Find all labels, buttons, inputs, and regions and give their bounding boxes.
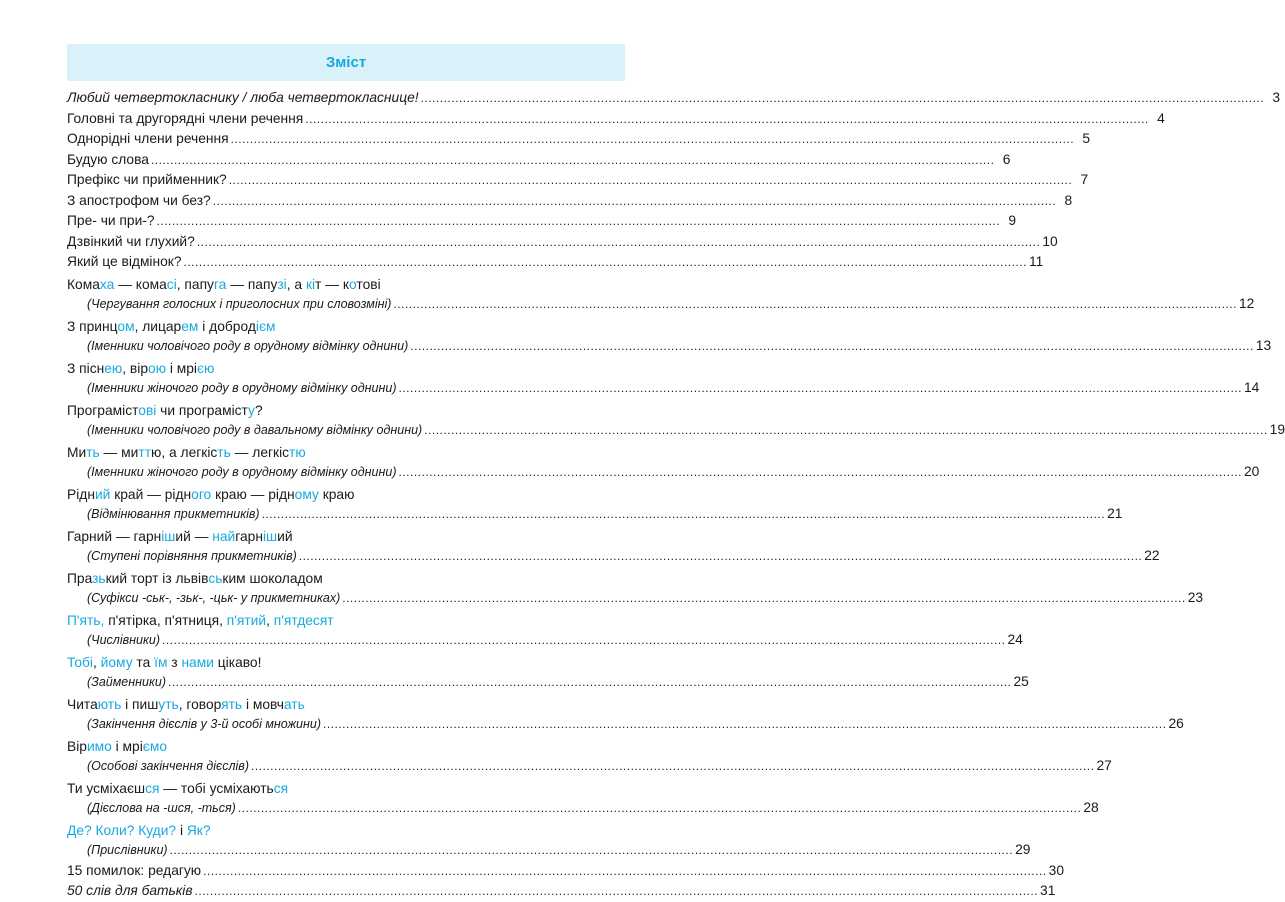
toc-entry[interactable] bbox=[67, 359, 1260, 399]
toc-entry[interactable] bbox=[67, 275, 1255, 315]
title-text: Рідн bbox=[67, 486, 95, 502]
title-text: Префікс чи прийменник? bbox=[67, 172, 227, 187]
title-text: і мовч bbox=[242, 696, 284, 712]
toc-entry[interactable] bbox=[67, 150, 1011, 171]
highlighted-morpheme: ть bbox=[217, 444, 231, 460]
highlighted-morpheme: тю bbox=[289, 444, 306, 460]
page-number: 8 bbox=[1064, 192, 1073, 208]
title-text: ий bbox=[277, 528, 293, 544]
page-number: 28 bbox=[1083, 800, 1099, 815]
dot-leader: ............................................................................................................................................................................................................................ bbox=[183, 255, 1027, 269]
entry-title bbox=[67, 88, 419, 108]
dot-leader: ............................................................................................................................................................................................................................ bbox=[398, 465, 1242, 479]
page-number: 3 bbox=[1272, 90, 1281, 105]
highlighted-morpheme: ють bbox=[97, 696, 122, 712]
dot-leader: ............................................................................................................................................................................................................................ bbox=[237, 801, 1082, 815]
entry-subtitle: (Чергування голосних і приголосних при словозміні) bbox=[87, 297, 392, 311]
title-text: , лицар bbox=[134, 318, 182, 334]
title-text: , говор bbox=[178, 696, 222, 712]
dot-leader: ............................................................................................................................................................................................................................ bbox=[420, 91, 1265, 105]
title-text: З апострофом чи без? bbox=[67, 192, 211, 208]
dot-leader: ............................................................................................................................................................................................................................ bbox=[342, 591, 1186, 605]
title-text: і мрі bbox=[111, 738, 143, 754]
entry-subtitle: (Особові закінчення дієслів) bbox=[87, 759, 249, 773]
highlighted-morpheme: сь bbox=[208, 570, 223, 586]
toc-entry[interactable] bbox=[67, 569, 1204, 609]
highlighted-morpheme: сі bbox=[166, 276, 177, 292]
dot-leader: ............................................................................................................................................................................................................................ bbox=[424, 423, 1268, 437]
toc-entry[interactable] bbox=[67, 317, 1272, 357]
highlighted-morpheme: у bbox=[248, 402, 255, 418]
entry-title bbox=[67, 275, 381, 295]
page-number: 26 bbox=[1168, 716, 1184, 731]
title-text: — кома bbox=[114, 276, 167, 292]
toc-entry[interactable] bbox=[67, 443, 1260, 483]
title-text: Пре- чи при-? bbox=[67, 213, 155, 228]
toc-entry[interactable] bbox=[67, 109, 1165, 130]
entry-subtitle: (Іменники чоловічого роду в давальному відмінку однини) bbox=[87, 423, 423, 437]
highlighted-morpheme: Тобі bbox=[67, 654, 93, 670]
highlighted-morpheme: тт bbox=[138, 444, 152, 460]
title-text: Вір bbox=[67, 738, 87, 754]
title-text: ий — bbox=[175, 528, 213, 544]
page-number: 7 bbox=[1080, 172, 1089, 187]
highlighted-morpheme: най bbox=[212, 528, 236, 544]
dot-leader: ............................................................................................................................................................................................................................ bbox=[168, 675, 1012, 689]
title-text: ? bbox=[254, 402, 263, 418]
highlighted-morpheme: ть bbox=[86, 444, 100, 460]
title-text: 50 слів для батьків bbox=[67, 883, 193, 898]
highlighted-morpheme: ать bbox=[283, 696, 305, 712]
highlighted-morpheme: нами bbox=[181, 654, 214, 670]
title-text: ким шоколадом bbox=[222, 570, 323, 586]
toc-entry[interactable] bbox=[67, 485, 1123, 525]
page-number: 25 bbox=[1013, 674, 1029, 689]
highlighted-morpheme: зі bbox=[277, 276, 287, 292]
page-number: 11 bbox=[1028, 254, 1044, 269]
entry-title bbox=[67, 359, 214, 379]
title-text: , папу bbox=[176, 276, 214, 292]
title-text: краю bbox=[318, 486, 355, 502]
entry-title bbox=[67, 737, 167, 757]
dot-leader: ............................................................................................................................................................................................................................ bbox=[169, 843, 1014, 857]
toc-entry[interactable] bbox=[67, 779, 1099, 819]
entry-title bbox=[67, 252, 182, 272]
title-text: Ми bbox=[67, 444, 87, 460]
title-text: чи програміст bbox=[156, 402, 249, 418]
entry-subtitle: (Займенники) bbox=[87, 675, 166, 689]
entry-title bbox=[67, 527, 293, 547]
highlighted-morpheme: ієм bbox=[255, 318, 276, 334]
title-text: З принц bbox=[67, 318, 118, 334]
toc-entry[interactable] bbox=[67, 232, 1058, 253]
title-text: краю — рідн bbox=[211, 486, 295, 502]
toc-entry[interactable] bbox=[67, 653, 1029, 693]
entry-subtitle: (Ступені порівняння прикметників) bbox=[87, 549, 297, 563]
highlighted-morpheme: о bbox=[349, 276, 357, 292]
title-text: 15 помилок: редагую bbox=[67, 862, 202, 878]
entry-title bbox=[67, 611, 334, 631]
dot-leader: ............................................................................................................................................................................................................................ bbox=[228, 173, 1073, 187]
dot-leader: ............................................................................................................................................................................................................................ bbox=[161, 633, 1006, 647]
title-text: і мрі bbox=[166, 360, 198, 376]
toc-entry[interactable] bbox=[67, 211, 1017, 232]
toc-entry[interactable] bbox=[67, 88, 1281, 109]
page-number: 14 bbox=[1243, 380, 1260, 395]
dot-leader: ............................................................................................................................................................................................................................ bbox=[194, 884, 1039, 898]
dot-leader: ............................................................................................................................................................................................................................ bbox=[150, 152, 995, 167]
toc-entry[interactable] bbox=[67, 191, 1073, 212]
entry-title bbox=[67, 881, 193, 901]
entry-subtitle: (Прислівники) bbox=[87, 843, 168, 857]
title-text: — тобі усміхають bbox=[159, 780, 274, 796]
highlighted-morpheme: ого bbox=[191, 486, 212, 502]
highlighted-morpheme: кі bbox=[305, 276, 316, 292]
toc-entry[interactable] bbox=[67, 401, 1285, 441]
page-number: 9 bbox=[1008, 213, 1017, 228]
highlighted-morpheme: Як? bbox=[186, 822, 211, 838]
toc-entry[interactable] bbox=[67, 129, 1091, 150]
entry-title bbox=[67, 821, 211, 841]
title-text: Головні та другорядні члени речення bbox=[67, 110, 304, 126]
entry-title bbox=[67, 401, 263, 421]
title-text: цікаво! bbox=[213, 654, 262, 670]
entry-title bbox=[67, 170, 227, 190]
entry-title bbox=[67, 443, 306, 463]
dot-leader: ............................................................................................................................................................................................................................ bbox=[156, 214, 1001, 228]
highlighted-morpheme: єю bbox=[197, 360, 215, 376]
entry-title bbox=[67, 779, 288, 799]
page-number: 23 bbox=[1187, 590, 1204, 605]
dot-leader: ............................................................................................................................................................................................................................ bbox=[323, 717, 1167, 731]
title-text: кий торт із львів bbox=[105, 570, 209, 586]
title-text: Кома bbox=[67, 276, 100, 292]
highlighted-morpheme: ха bbox=[99, 276, 115, 292]
highlighted-morpheme: йому bbox=[100, 654, 133, 670]
toc-entry[interactable] bbox=[67, 170, 1089, 191]
title-text: Гарний — гарн bbox=[67, 528, 162, 544]
highlighted-morpheme: п'ятий bbox=[226, 612, 267, 628]
dot-leader: ............................................................................................................................................................................................................................ bbox=[298, 549, 1143, 563]
title-text: Однорідні члени речення bbox=[67, 131, 229, 146]
title-text: край — рідн bbox=[110, 486, 192, 502]
highlighted-morpheme: уть bbox=[158, 696, 179, 712]
title-text: , а bbox=[286, 276, 306, 292]
entry-title bbox=[67, 569, 323, 589]
title-text: , bbox=[93, 654, 101, 670]
dot-leader: ............................................................................................................................................................................................................................ bbox=[203, 863, 1047, 878]
title-text: тові bbox=[356, 276, 381, 292]
entry-subtitle: (Дієслова на -шся, -ться) bbox=[87, 801, 236, 815]
highlighted-morpheme: їм bbox=[154, 654, 168, 670]
entry-title bbox=[67, 191, 211, 211]
page-number: 22 bbox=[1144, 548, 1160, 563]
dot-leader: ............................................................................................................................................................................................................................ bbox=[212, 193, 1057, 208]
title-text: т — к bbox=[315, 276, 350, 292]
entry-title bbox=[67, 129, 229, 149]
title-text: з bbox=[167, 654, 182, 670]
highlighted-morpheme: ємо bbox=[142, 738, 167, 754]
toc-entry[interactable] bbox=[67, 252, 1044, 273]
page-number: 27 bbox=[1096, 758, 1112, 773]
entry-subtitle: (Закінчення дієслів у 3-й особі множини) bbox=[87, 717, 321, 731]
highlighted-morpheme: Де? Коли? Куди? bbox=[67, 822, 177, 838]
title-text: Любий четвертокласнику / люба четвертокласнице! bbox=[67, 90, 419, 105]
highlighted-morpheme: ий bbox=[94, 486, 111, 502]
entry-title bbox=[67, 653, 261, 673]
title-text: — папу bbox=[226, 276, 278, 292]
title-text: З пісн bbox=[67, 360, 105, 376]
toc-entry[interactable] bbox=[67, 695, 1184, 735]
entry-title bbox=[67, 211, 155, 231]
page-number: 31 bbox=[1040, 883, 1056, 898]
entry-title bbox=[67, 861, 201, 881]
highlighted-morpheme: іш bbox=[161, 528, 176, 544]
table-of-contents bbox=[67, 88, 1285, 902]
highlighted-morpheme: га bbox=[213, 276, 227, 292]
toc-entry[interactable] bbox=[67, 881, 1056, 902]
highlighted-morpheme: ся bbox=[145, 780, 160, 796]
entry-title bbox=[67, 695, 305, 715]
highlighted-morpheme: ею bbox=[104, 360, 123, 376]
highlighted-morpheme: зь bbox=[92, 570, 106, 586]
dot-leader: ............................................................................................................................................................................................................................ bbox=[410, 339, 1254, 353]
page-number: 21 bbox=[1107, 506, 1123, 521]
toc-entry[interactable] bbox=[67, 861, 1064, 882]
page-number: 13 bbox=[1255, 338, 1272, 353]
dot-leader: ............................................................................................................................................................................................................................ bbox=[305, 111, 1149, 126]
entry-subtitle: (Суфікси -ськ-, -зьк-, -цьк- у прикметниках) bbox=[87, 591, 341, 605]
dot-leader: ............................................................................................................................................................................................................................ bbox=[251, 759, 1095, 773]
entry-subtitle: (Іменники чоловічого роду в орудному відмінку однини) bbox=[87, 339, 409, 353]
highlighted-morpheme: ом bbox=[117, 318, 135, 334]
highlighted-morpheme: іш bbox=[262, 528, 278, 544]
title-text: і bbox=[176, 822, 187, 838]
entry-title bbox=[67, 150, 149, 170]
title-text: і доброд bbox=[198, 318, 256, 334]
dot-leader: ............................................................................................................................................................................................................................ bbox=[196, 234, 1041, 249]
page-number: 29 bbox=[1015, 842, 1031, 857]
title-text: гарн bbox=[235, 528, 263, 544]
dot-leader: ............................................................................................................................................................................................................................ bbox=[398, 381, 1242, 395]
title-text: — ми bbox=[99, 444, 139, 460]
title-text: та bbox=[132, 654, 155, 670]
highlighted-morpheme: имо bbox=[86, 738, 112, 754]
title-text: — легкіс bbox=[230, 444, 290, 460]
entry-subtitle: (Іменники жіночого роду в орудному відмінку однини) bbox=[87, 381, 397, 395]
title-text: Дзвінкий чи глухий? bbox=[67, 233, 195, 249]
title-text: ю, а легкіс bbox=[151, 444, 218, 460]
entry-subtitle: (Відмінювання прикметників) bbox=[87, 507, 260, 521]
entry-subtitle: (Числівники) bbox=[87, 633, 160, 647]
title-text: Пра bbox=[67, 570, 93, 586]
highlighted-morpheme: п'ятдесят bbox=[273, 612, 334, 628]
contents-header bbox=[67, 44, 625, 81]
highlighted-morpheme: ові bbox=[138, 402, 157, 418]
entry-title bbox=[67, 109, 303, 129]
page-number: 10 bbox=[1042, 233, 1058, 249]
page-number: 19 bbox=[1269, 422, 1285, 437]
entry-title bbox=[67, 232, 195, 252]
title-text: , вір bbox=[122, 360, 149, 376]
toc-entry[interactable] bbox=[67, 611, 1023, 651]
page-number: 30 bbox=[1048, 862, 1064, 878]
highlighted-morpheme: ою bbox=[148, 360, 167, 376]
highlighted-morpheme: П'ять, bbox=[67, 612, 109, 628]
title-text: п'ятірка, п'ятниця, bbox=[108, 612, 227, 628]
page-number: 5 bbox=[1082, 131, 1091, 146]
highlighted-morpheme: ому bbox=[294, 486, 319, 502]
dot-leader: ............................................................................................................................................................................................................................ bbox=[393, 297, 1237, 311]
page-number: 20 bbox=[1243, 464, 1260, 479]
entry-title bbox=[67, 317, 275, 337]
highlighted-morpheme: ем bbox=[181, 318, 199, 334]
entry-subtitle: (Іменники жіночого роду в орудному відмінку однини) bbox=[87, 465, 397, 479]
page-number: 6 bbox=[1002, 151, 1011, 167]
title-text: Чита bbox=[67, 696, 98, 712]
highlighted-morpheme: ять bbox=[221, 696, 243, 712]
title-text: Програміст bbox=[67, 402, 139, 418]
toc-entry[interactable] bbox=[67, 821, 1031, 861]
highlighted-morpheme: ся bbox=[273, 780, 289, 796]
title-text: Ти усміхаєш bbox=[67, 780, 146, 796]
title-text: Який це відмінок? bbox=[67, 254, 182, 269]
page-number: 24 bbox=[1007, 632, 1023, 647]
toc-entry[interactable] bbox=[67, 737, 1112, 777]
entry-title bbox=[67, 485, 354, 505]
page-number: 4 bbox=[1157, 110, 1165, 126]
dot-leader: ............................................................................................................................................................................................................................ bbox=[230, 132, 1075, 146]
title-text: і пиш bbox=[121, 696, 159, 712]
page-number: 12 bbox=[1238, 296, 1255, 311]
page-title: Зміст bbox=[325, 54, 367, 71]
title-text: , bbox=[266, 612, 274, 628]
toc-entry[interactable] bbox=[67, 527, 1160, 567]
title-text: Будую слова bbox=[67, 151, 149, 167]
dot-leader: ............................................................................................................................................................................................................................ bbox=[261, 507, 1106, 521]
